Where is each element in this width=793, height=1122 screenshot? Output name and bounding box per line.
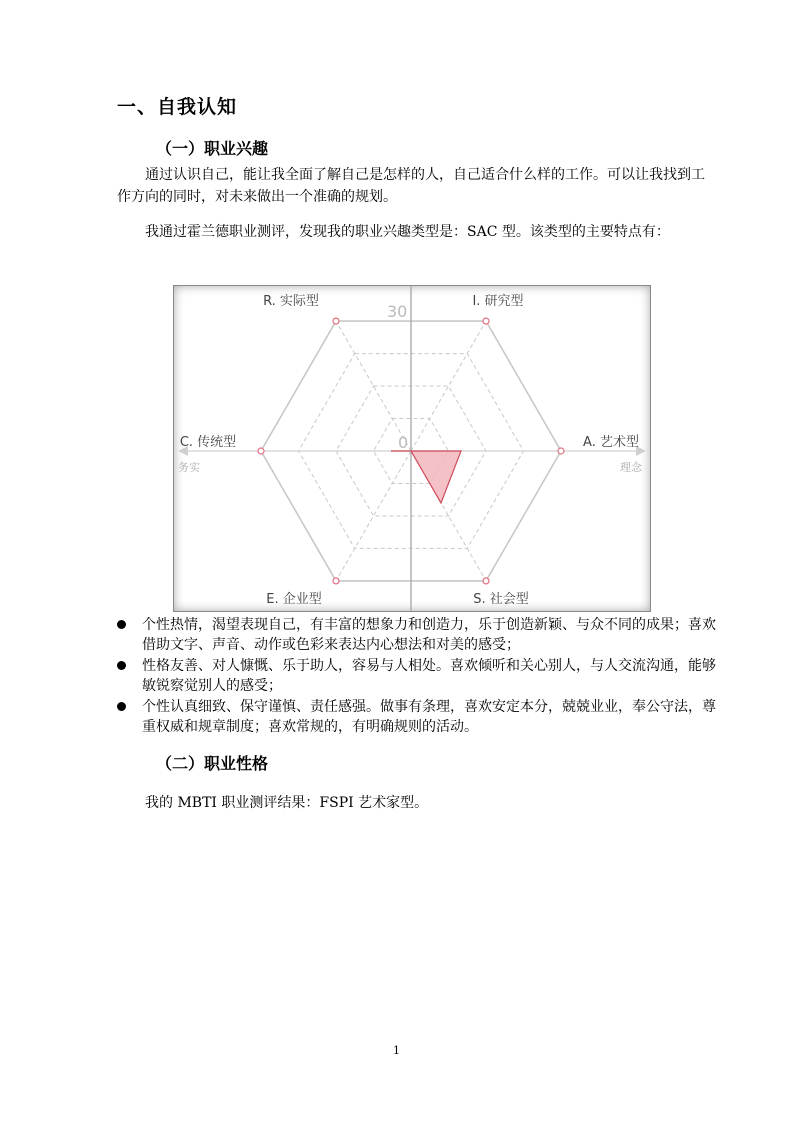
radar-svg [174,286,650,611]
list-item-text: 个性认真细致、保守谨慎、责任感强。做事有条理，喜欢安定本分，兢兢业业，奉公守法，尊重权威和规章制度；喜欢常规的，有明确规则的活动。 [142,699,716,735]
axis-vertex-dot [333,578,339,584]
axis-label: I. 研究型 [472,294,524,310]
paragraph-mbti-result: 我的 MBTI 职业测评结果：FSPI 艺术家型。 [145,795,429,811]
scale-min-label: 0 [398,433,409,452]
right-axis-label: 理念 [620,461,642,474]
left-axis-label: 务实 [178,461,200,474]
axis-label: S. 社会型 [473,591,529,607]
section-title-career-interest: （一）职业兴趣 [156,139,269,158]
scale-max-label: 30 [387,302,408,321]
axis-vertex-dot [558,448,564,454]
axis-vertex-dot [258,448,264,454]
axis-vertex-dot [333,318,339,324]
axis-vertex-dot [483,318,489,324]
feature-list [117,615,719,738]
bullet-icon [117,620,126,629]
bullet-icon [117,702,126,711]
page-number: 1 [393,1044,400,1057]
heading-self-awareness: 一、自我认知 [117,96,238,118]
axis-label: R. 实际型 [263,294,319,310]
holland-radar-chart [173,285,651,612]
list-item [117,656,719,696]
list-item-text: 个性热情，渴望表现自己，有丰富的想象力和创造力，乐于创造新颖、与众不同的成果；喜欢借助文字、声音、动作或色彩来表达内心想法和对美的感受； [142,617,716,653]
data-polygon [391,451,461,503]
list-item [117,615,719,655]
paragraph-intro: 通过认识自己，能让我全面了解自己是怎样的人，自己适合什么样的工作。可以让我找到工作方向的同时，对未来做出一个准确的规划。 [117,167,705,205]
list-item-text: 性格友善、对人慷慨、乐于助人，容易与人相处。喜欢倾听和关心别人，与人交流沟通，能够敏锐察觉别人的感受； [142,658,716,694]
paragraph-holland-result: 我通过霍兰德职业测评，发现我的职业兴趣类型是：SAC 型。该类型的主要特点有： [145,224,670,240]
list-item [117,697,719,737]
section-title-career-personality: （二）职业性格 [156,754,269,773]
axis-vertex-dot [483,578,489,584]
axis-label: A. 艺术型 [583,435,639,450]
axis-label: C. 传统型 [179,435,237,450]
axis-label: E. 企业型 [266,591,322,607]
bullet-icon [117,661,126,670]
